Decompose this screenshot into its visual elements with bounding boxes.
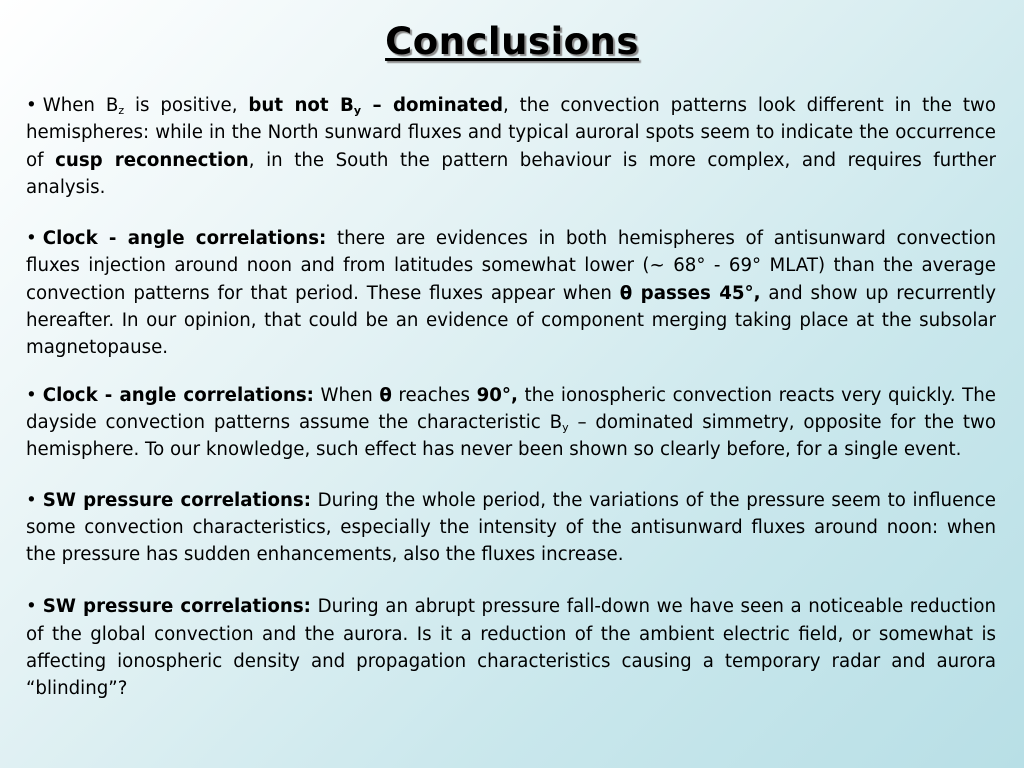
text: When B [42,95,119,116]
item-label: Clock - angle correlations: [42,228,327,250]
item-label: SW pressure correlations: [42,489,312,511]
conclusion-item-clock-angle-90 [26,382,996,464]
bold-text: cusp reconnection [55,149,249,171]
slide-title: Conclusions [385,20,639,63]
text: When [313,384,380,406]
text: During an abrupt pressure fall-down we have seen a noticeable reduction of the global convection and the aurora. Is it a reduction of the ambient electric field, or somewhat is affecting ionospheric density and propagation characteristics causing a temporary radar and aurora “blinding”? [26,596,996,700]
bold-text: θ [379,384,392,406]
text: there are evidences in both hemispheres of antisunward convection fluxes injection around noon and from latitudes somewhat lower (~ 68° - 69° MLAT) than the average convection patterns for that period. These fluxes appear when [26,228,996,304]
item-label: SW pressure correlations: [42,596,311,618]
subscript: z [118,104,125,117]
conclusion-item-sw-pressure-falldown [26,593,996,702]
conclusion-item-bz-positive [26,92,996,201]
subscript: y [353,104,362,117]
text: is positive, [124,95,249,116]
conclusion-item-clock-angle-45 [26,225,996,361]
bold-text: – dominated [361,95,503,116]
conclusions-list [26,92,996,703]
text: , in the South the pattern behaviour is more complex, and requires further analysis. [26,149,997,198]
subscript: y [562,420,569,434]
conclusion-item-sw-pressure-increase [26,487,996,569]
bullet-icon: • [26,228,37,250]
text: – dominated simmetry, opposite for the two hemisphere. To our knowledge, such effect has never been shown so clearly before, for a single event. [26,411,997,461]
text: During the whole period, the variations of the pressure seem to influence some convection characteristics, especially the intensity of the antisunward fluxes around noon: when the pressure has sudden enhancements, also the fluxes increase. [26,489,996,566]
item-label: Clock - angle correlations: [42,384,314,406]
bullet-icon: • [26,596,37,618]
text: the ionospheric convection reacts very quickly. The dayside convection patterns assume the characteristic B [26,384,996,433]
bullet-icon: • [26,384,37,406]
bold-text: θ passes 45°, [619,282,761,304]
bullet-icon: • [26,489,37,511]
text: , the convection patterns look different in the two hemispheres: while in the North sunward fluxes and typical auroral spots seem to indicate the occurrence of [26,95,996,171]
bold-text: but not B [248,95,354,116]
bullet-icon: • [26,95,37,116]
text: reaches [391,384,477,406]
bold-text: 90°, [476,384,518,406]
text: and show up recurrently hereafter. In our opinion, that could be an evidence of component merging taking place at the subsolar magnetopause. [26,282,997,359]
